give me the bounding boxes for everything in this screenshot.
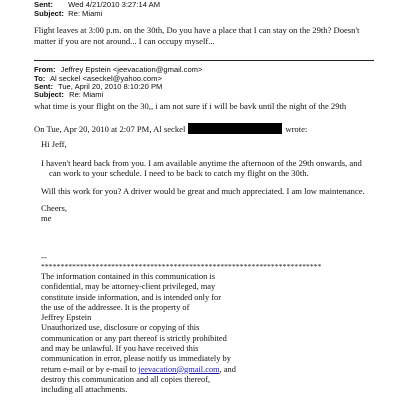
quoted-para1-line1: I haven't heard back from you. I am available anytime the afternoon of the 29th onwards, and	[41, 158, 362, 168]
top-sent-row	[34, 0, 160, 9]
disclaimer-return-line	[41, 365, 236, 375]
disclaimer-return-after: , and	[219, 364, 236, 374]
top-body-line-1: Flight leaves at 3:00 p.m. on the 30th, Do you have a place that I can stay on the 29th? Doesn't	[34, 25, 360, 35]
quoted-para1-line2: can work to your schedule. I need to be back to catch my flight on the 30th.	[49, 168, 309, 178]
disclaimer-line: and may be unlawful. If you have received this	[41, 344, 199, 354]
top-subject-value: Re: Miami	[68, 9, 103, 18]
disclaimer-line: including all attachments.	[41, 385, 128, 395]
top-body-line-2: matter if you are not around... I can occupy myself...	[34, 36, 215, 46]
reply-from-row	[34, 65, 202, 74]
quoted-greeting: Hi Jeff,	[41, 139, 67, 149]
reply-subject-value: Re: Miami	[69, 90, 104, 99]
disclaimer-line: destroy this communication and all copies thereof,	[41, 374, 211, 384]
top-sent-label: Sent:	[34, 0, 53, 9]
disclaimer-line: Jeffrey Epstein	[41, 313, 92, 323]
disclaimer	[41, 272, 236, 396]
top-sent-value: Wed 4/21/2010 3:27:14 AM	[68, 0, 161, 9]
reply-from-value: Jeffrey Epstein <jeevacation@gmail.com>	[60, 65, 203, 74]
reply-sent-value: Tue, April 20, 2010 8:10:20 PM	[57, 82, 163, 91]
reply-to-label: To:	[34, 74, 46, 83]
disclaimer-return-before: return e-mail or by e-mail to	[41, 364, 139, 374]
reply-to-value: Al seckel <aseckel@yahoo.com>	[49, 74, 162, 83]
quoted-intro-after: wrote:	[285, 124, 308, 134]
disclaimer-line: communication or any part thereof is strictly prohibited	[41, 333, 227, 343]
stars-line: ************************************************************************	[41, 262, 322, 271]
disclaimer-email-link[interactable]: jeevacation@gmail.com	[138, 364, 220, 374]
quoted-intro	[34, 123, 307, 135]
quoted-intro-before: On Tue, Apr 20, 2010 at 2:07 PM, Al seckel	[34, 124, 186, 134]
disclaimer-line: the use of the addressee. It is the property of	[41, 302, 190, 312]
quoted-closing: Cheers,	[41, 203, 68, 213]
reply-subject-row	[34, 90, 103, 99]
signature-dashes: --	[41, 252, 47, 262]
disclaimer-line: The information contained in this communication is	[41, 272, 215, 281]
redaction-box	[188, 123, 282, 134]
top-subject-label: Subject:	[34, 9, 64, 18]
disclaimer-line: Unauthorized use, disclosure or copying of this	[41, 323, 200, 333]
reply-from-label: From:	[34, 65, 56, 74]
disclaimer-line: confidential, may be attorney-client privileged, may	[41, 282, 216, 292]
reply-sent-label: Sent:	[34, 82, 53, 91]
message-divider	[34, 60, 374, 61]
quoted-signature: me	[41, 213, 52, 223]
quoted-para2: Will this work for you? A driver would be great and much appreciated. I am low maintenance.	[41, 186, 365, 196]
reply-subject-label: Subject:	[34, 90, 64, 99]
top-subject-row	[34, 9, 102, 18]
disclaimer-line: constitute inside information, and is intended only for	[41, 292, 222, 302]
disclaimer-line: communication in error, please notify us immediately by	[41, 354, 231, 364]
reply-body-line-1: what time is your flight on the 30,, i am not sure if i will be bavk until the night of the 29th	[34, 101, 347, 111]
